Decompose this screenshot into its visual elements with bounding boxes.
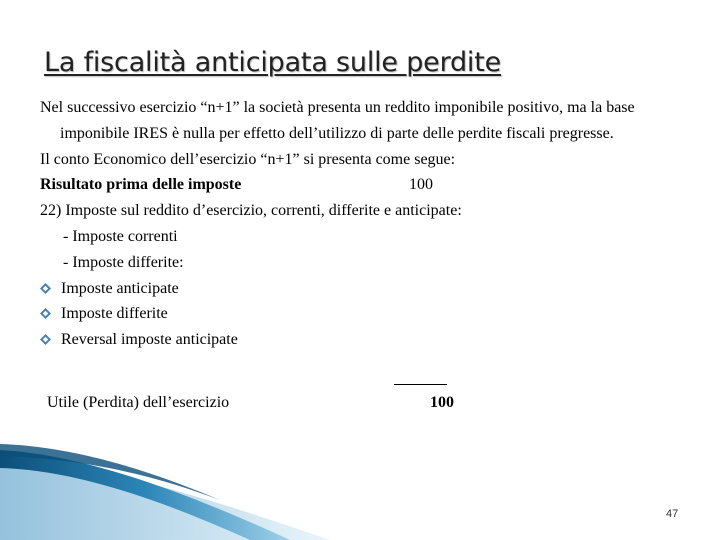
risultato-value: 100 (409, 176, 433, 194)
bullet-text: Reversal imposte anticipate (61, 331, 238, 349)
intro-paragraph: Nel successivo esercizio “n+1” la società presenta un reddito imponibile positivo, ma la base imponibile IRES è nulla per effetto dell’utilizzo di parte delle perdite fiscali pregresse. (40, 99, 635, 142)
total-rule (394, 384, 447, 385)
diamond-bullet-icon (40, 334, 51, 345)
conto-economico-line: Il conto Economico dell’esercizio “n+1” si presenta come segue: (40, 150, 456, 168)
bullet-text: Imposte differite (61, 305, 168, 323)
slide-number: 47 (666, 508, 679, 520)
slide-body (40, 95, 680, 353)
bullet-text: Imposte anticipate (61, 279, 179, 297)
diamond-bullet-icon (40, 283, 51, 294)
diamond-bullet-icon (40, 308, 51, 319)
bullet-item-reversal (40, 327, 680, 353)
bullet-item-anticipate (40, 276, 680, 302)
bullet-item-differite (40, 301, 680, 327)
risultato-label: Risultato prima delle imposte (40, 176, 242, 194)
utile-value: 100 (430, 394, 454, 411)
imposte-header: 22) Imposte sul reddito d’esercizio, correnti, differite e anticipate: (40, 202, 462, 220)
utile-label: Utile (Perdita) dell’esercizio (47, 394, 230, 411)
risultato-row (40, 172, 680, 198)
sub-item-correnti: - Imposte correnti (63, 227, 178, 245)
sub-item-differite: - Imposte differite: (63, 253, 184, 271)
slide-title: La fiscalità anticipata sulle perdite (44, 47, 502, 78)
decorative-swoosh (0, 440, 720, 540)
